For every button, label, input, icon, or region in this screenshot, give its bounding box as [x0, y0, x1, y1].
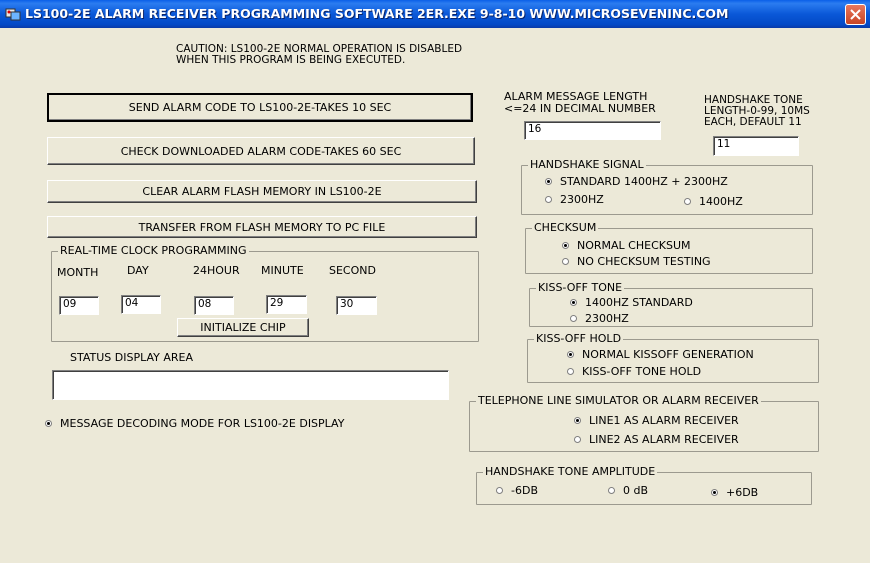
- kissoff-hold-title: KISS-OFF HOLD: [536, 332, 622, 345]
- checksum-title: CHECKSUM: [534, 221, 597, 234]
- rtc-hour-input[interactable]: 08: [194, 296, 234, 315]
- rtc-group-title: REAL-TIME CLOCK PROGRAMMING: [60, 244, 247, 257]
- amplitude-0-dot[interactable]: [608, 487, 615, 494]
- handshake-signal-group: [521, 158, 813, 215]
- line1-receiver-radio[interactable]: [574, 414, 739, 427]
- amplitude-0-radio[interactable]: [608, 484, 648, 497]
- handshake-signal-title: HANDSHAKE SIGNAL: [530, 158, 644, 171]
- line2-receiver-dot[interactable]: [574, 436, 581, 443]
- rtc-day-input[interactable]: 04: [121, 295, 161, 314]
- rtc-day-label: DAY: [127, 264, 149, 277]
- kissoff-normal-radio[interactable]: [567, 348, 754, 361]
- handshake-1400-dot[interactable]: [684, 198, 691, 205]
- kissoff-2300-label: 2300HZ: [585, 312, 629, 325]
- decode-mode-radio[interactable]: [45, 417, 344, 430]
- kissoff-hold-dot[interactable]: [567, 368, 574, 375]
- decode-mode-radio-dot[interactable]: [45, 420, 52, 427]
- line1-receiver-dot[interactable]: [574, 417, 581, 424]
- amplitude-plus6-radio[interactable]: [711, 486, 758, 499]
- amplitude-plus6-label: +6DB: [726, 486, 759, 499]
- amplitude-minus6-label: -6DB: [511, 484, 538, 497]
- handshake-standard-radio[interactable]: [545, 175, 728, 188]
- check-alarm-code-button[interactable]: CHECK DOWNLOADED ALARM CODE-TAKES 60 SEC: [47, 137, 475, 165]
- transfer-to-file-button[interactable]: TRANSFER FROM FLASH MEMORY TO PC FILE: [47, 216, 477, 238]
- line1-receiver-label: LINE1 AS ALARM RECEIVER: [589, 414, 739, 427]
- kissoff-1400-label: 1400HZ STANDARD: [585, 296, 693, 309]
- rtc-month-label: MONTH: [57, 266, 99, 279]
- rtc-month-input[interactable]: 09: [59, 296, 99, 315]
- alarm-length-label-1: ALARM MESSAGE LENGTH: [504, 90, 648, 103]
- kissoff-1400-radio[interactable]: [570, 296, 693, 309]
- handshake-2300-dot[interactable]: [545, 196, 552, 203]
- kissoff-normal-dot[interactable]: [567, 351, 574, 358]
- close-icon: [850, 9, 861, 20]
- kissoff-normal-label: NORMAL KISSOFF GENERATION: [582, 348, 754, 361]
- kissoff-hold-label: KISS-OFF TONE HOLD: [582, 365, 702, 378]
- kissoff-1400-dot[interactable]: [570, 299, 577, 306]
- status-label: STATUS DISPLAY AREA: [70, 351, 194, 364]
- handshake-tone-label-1: HANDSHAKE TONE: [704, 94, 803, 106]
- checksum-normal-dot[interactable]: [562, 242, 569, 249]
- rtc-minute-label: MINUTE: [261, 264, 304, 277]
- kissoff-tone-title: KISS-OFF TONE: [538, 281, 623, 294]
- checksum-normal-label: NORMAL CHECKSUM: [577, 239, 691, 252]
- handshake-standard-label: STANDARD 1400HZ + 2300HZ: [560, 175, 728, 188]
- alarm-length-input[interactable]: 16: [524, 121, 661, 140]
- handshake-tone-label: [704, 95, 810, 128]
- initialize-chip-button[interactable]: INITIALIZE CHIP: [177, 318, 309, 337]
- handshake-2300-radio[interactable]: [545, 193, 604, 206]
- close-button[interactable]: [845, 4, 866, 25]
- kissoff-2300-radio[interactable]: [570, 312, 629, 325]
- line2-receiver-label: LINE2 AS ALARM RECEIVER: [589, 433, 739, 446]
- caution-line-2: WHEN THIS PROGRAM IS BEING EXECUTED.: [176, 54, 406, 66]
- checksum-none-dot[interactable]: [562, 258, 569, 265]
- amplitude-minus6-radio[interactable]: [496, 484, 538, 497]
- checksum-none-label: NO CHECKSUM TESTING: [577, 255, 711, 268]
- caution-text: [176, 44, 462, 66]
- amplitude-plus6-dot[interactable]: [711, 489, 718, 496]
- checksum-normal-radio[interactable]: [562, 239, 691, 252]
- status-display: [52, 370, 449, 400]
- telephone-line-title: TELEPHONE LINE SIMULATOR OR ALARM RECEIVER: [478, 394, 759, 407]
- rtc-second-label: SECOND: [329, 264, 376, 277]
- decode-mode-label: MESSAGE DECODING MODE FOR LS100-2E DISPLAY: [60, 417, 345, 430]
- title-bar[interactable]: [0, 0, 870, 28]
- rtc-second-input[interactable]: 30: [336, 296, 377, 315]
- caution-line-1: CAUTION: LS100-2E NORMAL OPERATION IS DISABLED: [176, 43, 463, 55]
- line2-receiver-radio[interactable]: [574, 433, 739, 446]
- kissoff-2300-dot[interactable]: [570, 315, 577, 322]
- amplitude-title: HANDSHAKE TONE AMPLITUDE: [485, 465, 656, 478]
- alarm-length-label-2: <=24 IN DECIMAL NUMBER: [504, 102, 656, 115]
- send-alarm-code-button[interactable]: SEND ALARM CODE TO LS100-2E-TAKES 10 SEC: [47, 93, 473, 122]
- handshake-tone-label-3: EACH, DEFAULT 11: [704, 116, 802, 128]
- handshake-1400-radio[interactable]: [684, 195, 743, 208]
- alarm-length-label: [504, 91, 656, 115]
- kissoff-hold-radio[interactable]: [567, 365, 701, 378]
- handshake-1400-label: 1400HZ: [699, 195, 743, 208]
- checksum-none-radio[interactable]: [562, 255, 711, 268]
- rtc-hour-label: 24HOUR: [193, 264, 240, 277]
- window-title: LS100-2E ALARM RECEIVER PROGRAMMING SOFTWARE 2ER.EXE 9-8-10 WWW.MICROSEVENINC.COM: [25, 6, 729, 21]
- handshake-2300-label: 2300HZ: [560, 193, 604, 206]
- app-icon[interactable]: [5, 6, 21, 22]
- amplitude-0-label: 0 dB: [623, 484, 649, 497]
- clear-flash-memory-button[interactable]: CLEAR ALARM FLASH MEMORY IN LS100-2E: [47, 180, 477, 203]
- amplitude-minus6-dot[interactable]: [496, 487, 503, 494]
- handshake-tone-label-2: LENGTH-0-99, 10MS: [704, 105, 810, 117]
- rtc-minute-input[interactable]: 29: [266, 295, 307, 314]
- handshake-tone-input[interactable]: 11: [713, 136, 799, 156]
- handshake-standard-dot[interactable]: [545, 178, 552, 185]
